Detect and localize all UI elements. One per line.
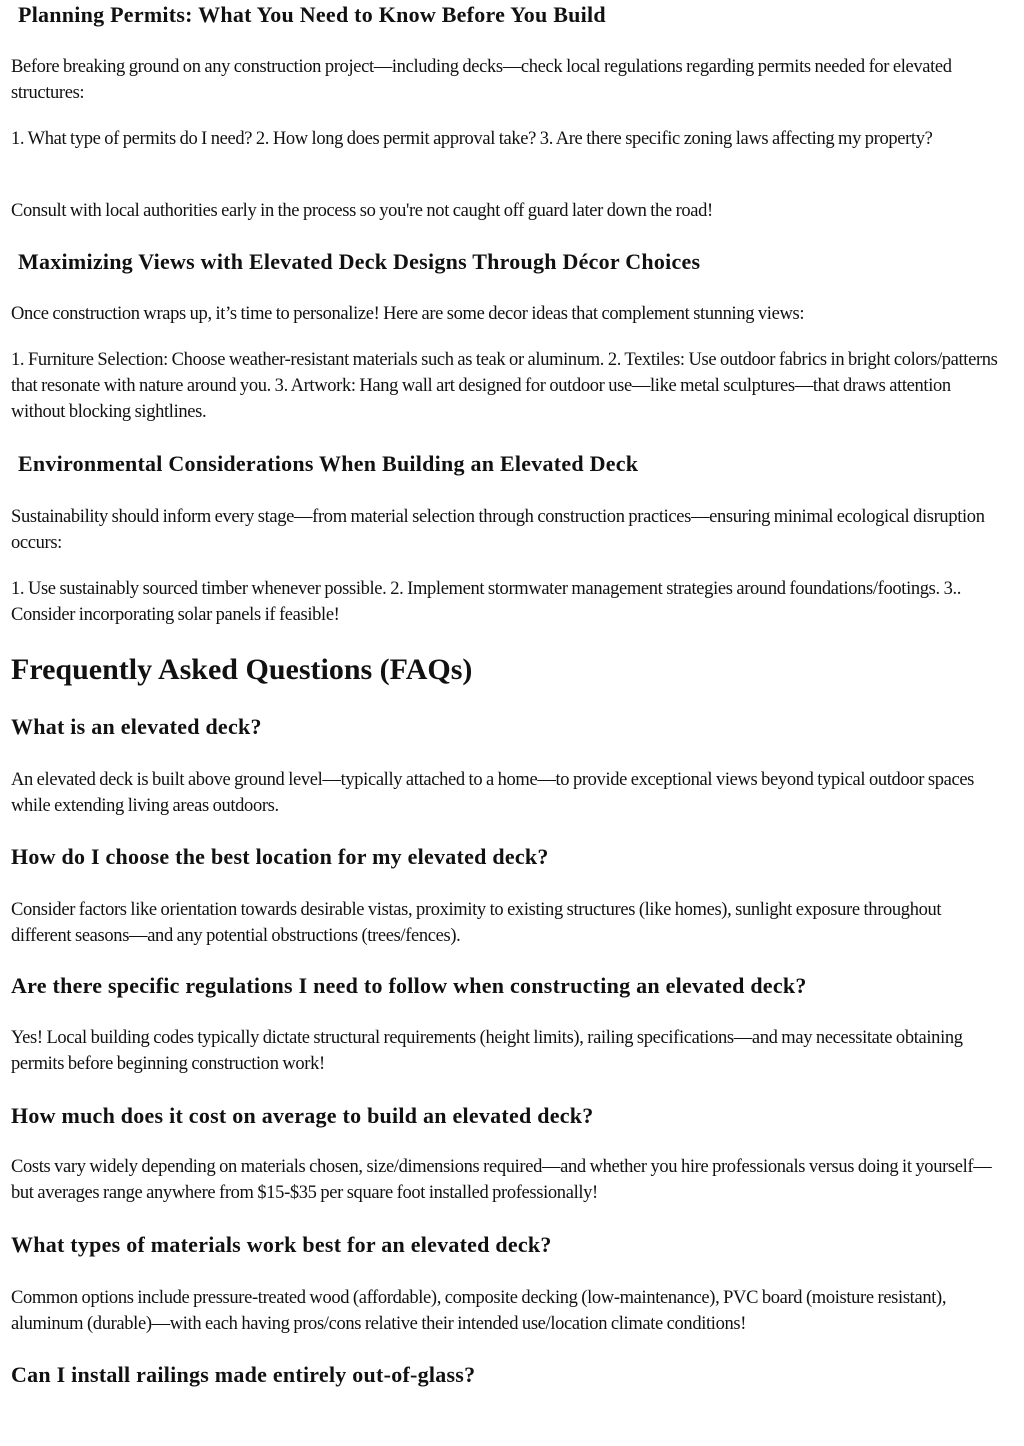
faq-answer: Common options include pressure-treated wood (affordable), composite decking (low-maintenance), PVC board (moisture resistant), aluminum (durable)—with each having pros/cons relative their intended use/location climate conditions! — [11, 1288, 947, 1334]
permits-intro: Before breaking ground on any construction project—including decks—check local regulations regarding permits needed for elevated structures: — [11, 57, 952, 103]
faq-question: What types of materials work best for an elevated deck? — [11, 1232, 552, 1257]
faq-question: How do I choose the best location for my elevated deck? — [11, 844, 549, 869]
faq-question: What is an elevated deck? — [11, 714, 262, 739]
permits-advice: Consult with local authorities early in the process so you're not caught off guard later down the road! — [11, 201, 713, 221]
section-heading-environment: Environmental Considerations When Building an Elevated Deck — [18, 451, 639, 476]
views-decor-list: 1. Furniture Selection: Choose weather-resistant materials such as teak or aluminum. 2. Textiles: Use outdoor fabrics in bright colors/patterns that resonate with nature around you. 3. Artwork: Hang wall art designed for outdoor use—like metal sculptures—that draws attention without blocking sightlines. — [11, 350, 998, 422]
faq-question: Are there specific regulations I need to follow when constructing an elevated deck? — [11, 973, 807, 998]
faq-question: How much does it cost on average to build an elevated deck? — [11, 1103, 594, 1128]
environment-intro: Sustainability should inform every stage—from material selection through construction practices—ensuring minimal ecological disruption occurs: — [11, 507, 985, 553]
permits-questions: 1. What type of permits do I need? 2. How long does permit approval take? 3. Are there specific zoning laws affecting my property? — [11, 129, 933, 149]
faq-answer: Costs vary widely depending on materials chosen, size/dimensions required—and whether you hire professionals versus doing it yourself—but averages range anywhere from $15-$35 per square foot installed professionally! — [11, 1157, 992, 1203]
faq-answer: An elevated deck is built above ground level—typically attached to a home—to provide exceptional views beyond typical outdoor spaces while extending living areas outdoors. — [11, 770, 975, 816]
faq-answer: Consider factors like orientation towards desirable vistas, proximity to existing structures (like homes), sunlight exposure throughout different seasons—and any potential obstructions (trees/fences). — [11, 900, 942, 946]
faq-question: Can I install railings made entirely out-of-glass? — [11, 1362, 476, 1387]
section-heading-permits: Planning Permits: What You Need to Know Before You Build — [18, 2, 606, 27]
environment-list: 1. Use sustainably sourced timber whenever possible. 2. Implement stormwater management strategies around foundations/footings. 3.. Consider incorporating solar panels if feasible! — [11, 579, 962, 625]
views-intro: Once construction wraps up, it’s time to personalize! Here are some decor ideas that complement stunning views: — [11, 304, 805, 324]
faq-answer: Yes! Local building codes typically dictate structural requirements (height limits), railing specifications—and may necessitate obtaining permits before beginning construction work! — [11, 1028, 963, 1074]
section-heading-views: Maximizing Views with Elevated Deck Designs Through Décor Choices — [18, 249, 701, 274]
faq-title: Frequently Asked Questions (FAQs) — [11, 653, 473, 686]
